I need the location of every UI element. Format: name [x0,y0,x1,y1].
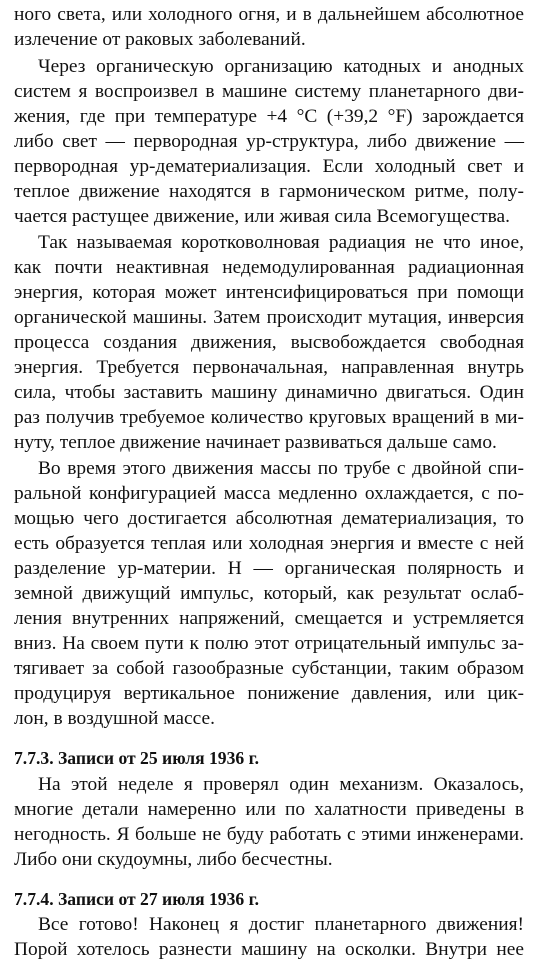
text-line: систем я воспроизвел в машине систему планетарного дви- [14,81,524,102]
text-line: земной движущий импульс, который, как результат ослаб- [14,583,524,604]
section-heading: 7.7.4. Записи от 27 июля 1936 г. [14,889,259,909]
text-line: Все готово! Наконец я достиг планетарного движения! [38,914,524,935]
text-line: как почти неактивная недемодулированная радиационная [14,257,524,278]
text-line: Во время этого движения массы по трубе с двойной спи- [38,458,524,479]
text-line: энергия. Требуется первоначальная, направленная внутрь [14,357,524,378]
text-line: Порой хотелось разнести машину на осколки. Внутри нее [14,939,524,960]
text-line: негодность. Я больше не буду работать с этими инженерами. [14,824,524,845]
text-line: органической машины. Затем происходит мутация, инверсия [14,307,524,328]
text-line: раз получив требуемое количество круговых вращений в ми- [14,407,524,428]
text-line: Так называемая коротковолновая радиация не что иное, [38,232,524,253]
text-line: нуту, теплое движение начинает развиваться дальше само. [14,432,497,453]
text-line: сила, чтобы заставить машину динамично двигаться. Один [14,382,524,403]
text-line: излечение от раковых заболеваний. [14,29,306,50]
text-line: энергия, которая может интенсифицироваться при помощи [14,282,524,303]
text-line: вниз. На своем пути к полю этот отрицательный импульс за- [14,633,524,654]
text-line: продуцируя вертикальное понижение давления, или цик- [14,683,524,704]
text-line: чается растущее движение, или живая сила Всемогущества. [14,206,510,227]
text-line: теплое движение находятся в гармоническом ритме, полу- [14,181,524,202]
text-line: лон, в воздушной массе. [14,708,215,729]
text-line: ральной конфигурацией масса медленно охлаждается, с по- [14,483,524,504]
text-line: мощью чего достигается абсолютная дематериализация, то [14,508,524,529]
text-line: Через органическую организацию катодных и анодных [38,56,524,77]
text-line: разделение ур-материи. Н — органическая полярность и [14,558,524,579]
text-line: На этой неделе я проверял один механизм. Оказалось, [38,774,524,795]
text-line: ного света, или холодного огня, и в дальнейшем абсолютное [14,4,524,25]
text-line: Либо они скудоумны, либо бесчестны. [14,849,333,870]
section-heading: 7.7.3. Записи от 25 июля 1936 г. [14,748,259,768]
text-line: тягивает за собой газообразные субстанции, таким образом [14,658,524,679]
text-line: многие детали намеренно или по халатности приведены в [14,799,524,820]
text-line: процесса создания движения, высвобождается свободная [14,332,524,353]
text-line: либо свет — первородная ур-структура, либо движение — [14,131,524,152]
text-line: жения, где при температуре +4 °C (+39,2 °F) зарождается [14,106,524,127]
text-line: ления внутренних напряжений, смещается и устремляется [14,608,524,629]
text-line: первородная ур-дематериализация. Если холодный свет и [14,156,524,177]
text-line: есть образуется теплая или холодная энергия и вместе с ней [14,533,524,554]
